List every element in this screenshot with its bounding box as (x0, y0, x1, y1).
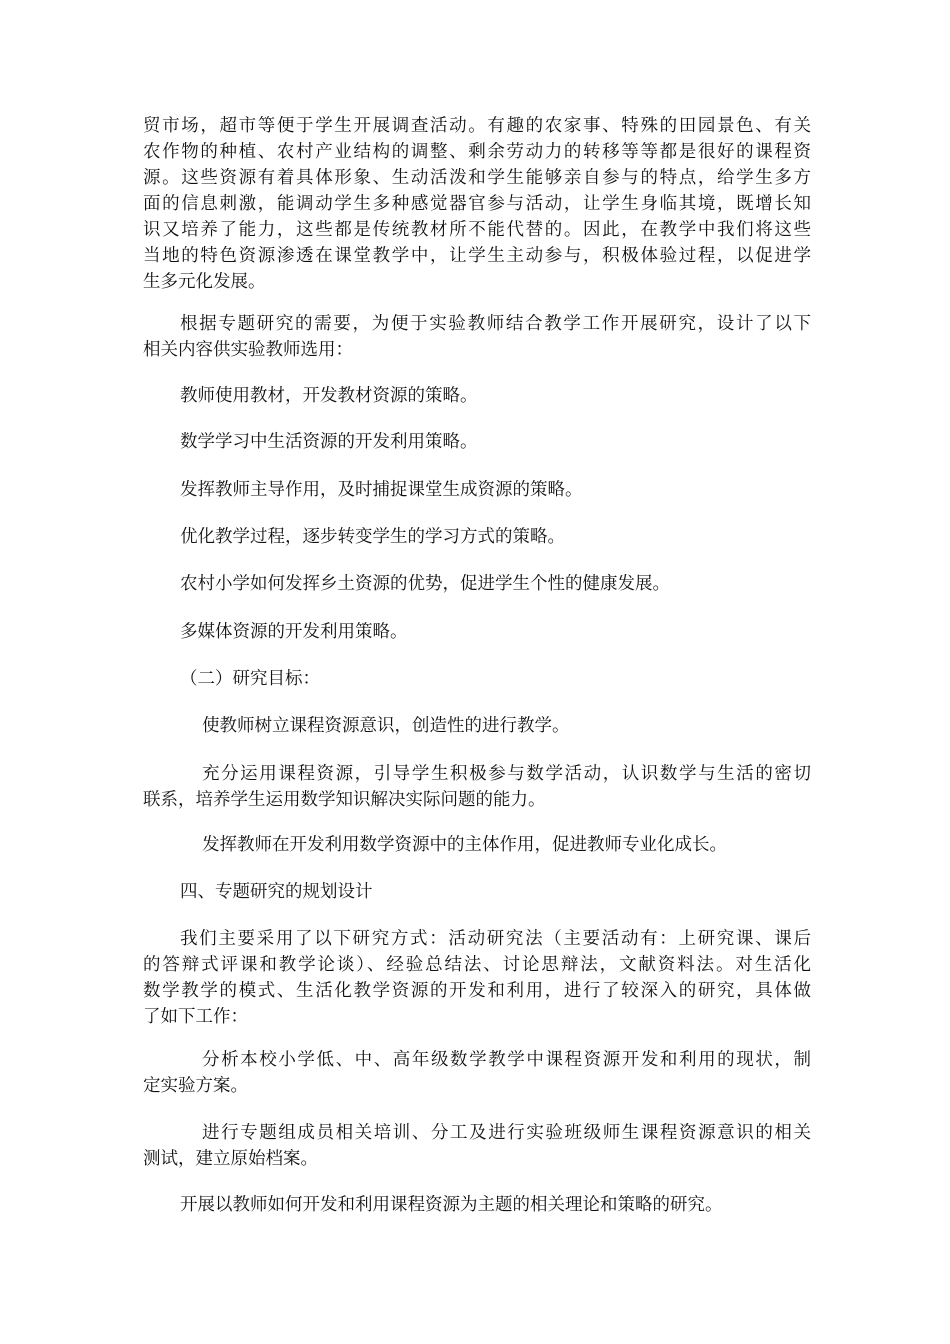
text-line: 优化教学过程，逐步转变学生的学习方式的策略。 (180, 527, 565, 547)
text-line: 发挥教师主导作用，及时捕捉课堂生成资源的策略。 (180, 480, 583, 500)
list-item-strategy (180, 383, 848, 409)
list-item-strategy (180, 429, 848, 455)
text-line: 相关内容供实验教师选用： (143, 340, 353, 360)
text-line: 数学教学的模式、生活化教学资源的开发和利用，进行了较深入的研究，具体做 (143, 981, 811, 1001)
text-line: 识又培养了能力，这些都是传统教材所不能代替的。因此，在教学中我们将这些 (143, 220, 811, 240)
paragraph-work-item (143, 1120, 811, 1172)
paragraph-resources-description (143, 113, 811, 295)
section-heading-research-goals (180, 666, 848, 692)
text-line: 面的信息刺激，能调动学生多种感觉器官参与活动，让学生身临其境，既增长知 (143, 194, 811, 214)
text-line: 进行专题组成员相关培训、分工及进行实验班级师生课程资源意识的相关 (202, 1123, 811, 1143)
text-line: 我们主要采用了以下研究方式：活动研究法（主要活动有：上研究课、课后 (180, 929, 811, 949)
paragraph-work-item (180, 1192, 848, 1218)
list-item-strategy (180, 477, 848, 503)
list-item-goal (202, 713, 870, 739)
text-line: 发挥教师在开发利用数学资源中的主体作用，促进教师专业化成长。 (202, 835, 727, 855)
text-line: 源。这些资源有着具体形象、生动活泼和学生能够亲自参与的特点，给学生多方 (143, 168, 811, 188)
paragraph-work-item (143, 1047, 811, 1099)
text-line: 使教师树立课程资源意识，创造性的进行教学。 (202, 716, 570, 736)
text-line: 生多元化发展。 (143, 272, 266, 292)
text-line: 当地的特色资源渗透在课堂教学中，让学生主动参与，积极体验过程，以促进学 (143, 246, 811, 266)
text-line: 联系，培养学生运用数学知识解决实际问题的能力。 (143, 790, 546, 810)
paragraph-research-content (143, 311, 811, 363)
section-heading-planning (180, 879, 848, 905)
text-line: 充分运用课程资源，引导学生积极参与数学活动，认识数学与生活的密切 (202, 764, 811, 784)
text-line: 数学学习中生活资源的开发利用策略。 (180, 432, 478, 452)
text-line: 定实验方案。 (143, 1076, 248, 1096)
text-line: 农村小学如何发挥乡土资源的优势，促进学生个性的健康发展。 (180, 574, 670, 594)
list-item-goal (202, 832, 870, 858)
text-line: 教师使用教材，开发教材资源的策略。 (180, 386, 478, 406)
text-line: 多媒体资源的开发利用策略。 (180, 622, 408, 642)
list-item-strategy (180, 619, 848, 645)
list-item-strategy (180, 524, 848, 550)
text-line: 了如下工作： (143, 1007, 248, 1027)
paragraph-research-methods (143, 926, 811, 1030)
text-line: 贸市场，超市等便于学生开展调查活动。有趣的农家事、特殊的田园景色、有关 (143, 116, 811, 136)
text-line: 分析本校小学低、中、高年级数学教学中课程资源开发和利用的现状，制 (202, 1050, 811, 1070)
text-line: 农作物的种植、农村产业结构的调整、剩余劳动力的转移等等都是很好的课程资 (143, 142, 811, 162)
text-line: 的答辩式评课和教学论谈）、经验总结法、讨论思辩法，文献资料法。对生活化 (143, 955, 811, 975)
text-line: 测试，建立原始档案。 (143, 1149, 318, 1169)
text-line: 根据专题研究的需要，为便于实验教师结合教学工作开展研究，设计了以下 (180, 314, 811, 334)
text-line: 开展以教师如何开发和利用课程资源为主题的相关理论和策略的研究。 (180, 1195, 723, 1215)
list-item-strategy (180, 571, 848, 597)
text-line: 四、专题研究的规划设计 (180, 882, 373, 902)
paragraph-goal (143, 761, 811, 813)
text-line: （二）研究目标： (180, 669, 320, 689)
